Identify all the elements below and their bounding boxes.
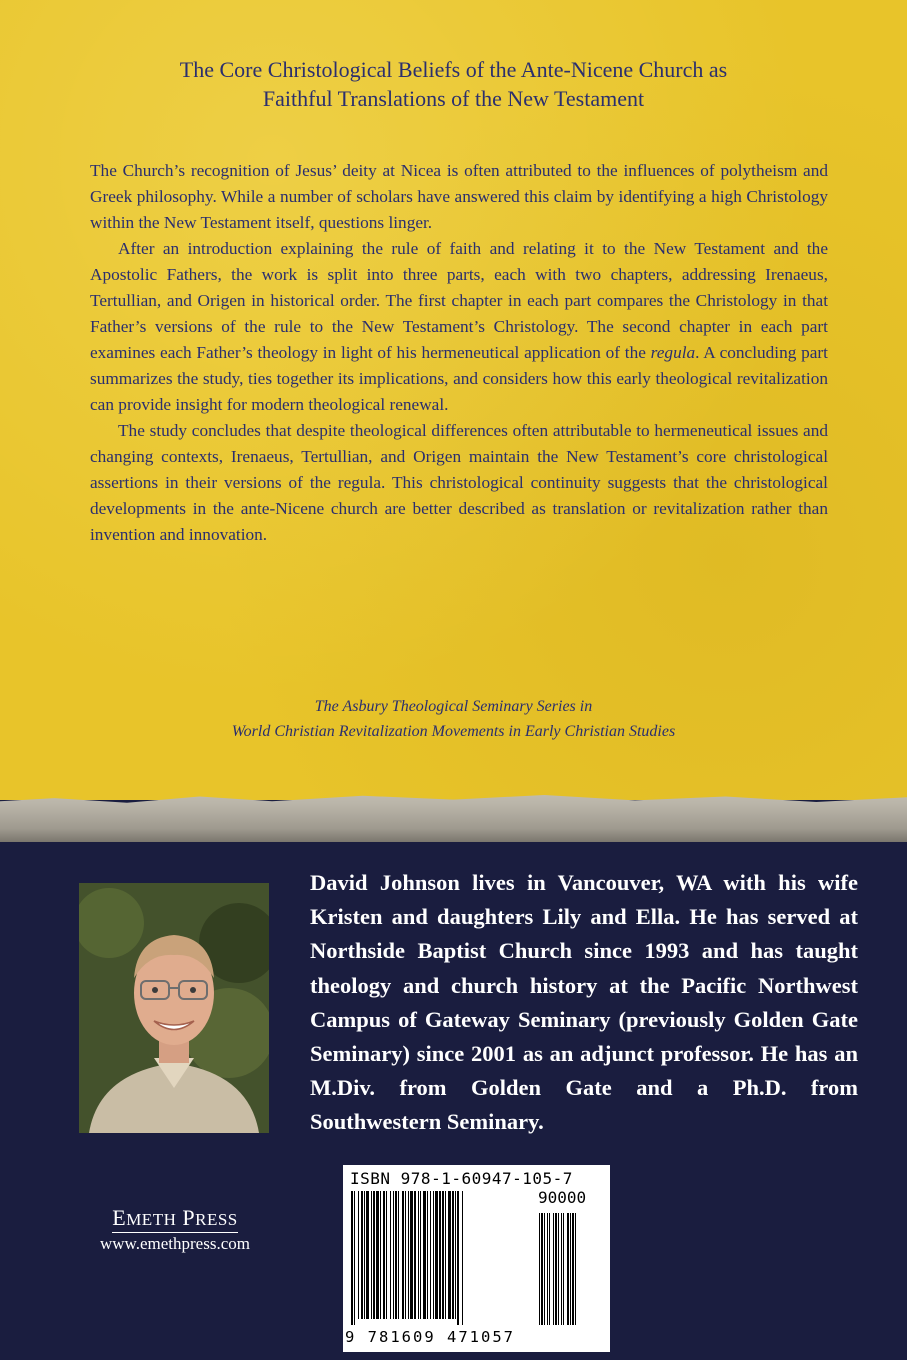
addon-barcode-bar [558, 1213, 559, 1325]
barcode-bar [373, 1191, 375, 1319]
addon-barcode-bar [544, 1213, 545, 1325]
barcode-bar [390, 1191, 391, 1319]
barcode-bar [435, 1191, 438, 1319]
isbn-label: ISBN 978-1-60947-105-7 [350, 1169, 573, 1188]
paragraph-2-text-b: . A concluding part summarizes the study, ties together its implications, and considers how this early theological revitalization can provide insight for modern theological renewal. [90, 343, 828, 414]
addon-barcode-bar [549, 1213, 550, 1325]
barcode-bar [418, 1191, 419, 1319]
addon-barcode-bar [541, 1213, 543, 1325]
barcode-bar [442, 1191, 444, 1319]
paragraph-2-text-a: After an introduction explaining the rule of faith and relating it to the New Testament and the Apostolic Fathers, the work is split into three parts, each with two chapters, addressing Irenaeus, Tertullian, and Origen in historical order. The first chapter in each part compares the Christology in that Father’s versions of the rule to the New Testament’s Christology. The second chapter in each part examines each Father’s theology in light of his hermeneutical application of the [90, 239, 828, 362]
barcode-bar [455, 1191, 456, 1319]
barcode-bar [452, 1191, 454, 1319]
barcode-bar [393, 1191, 394, 1319]
isbn-barcode [343, 1165, 610, 1352]
barcode-bar [433, 1191, 434, 1319]
ean-digits: 9 781609 471057 [345, 1328, 515, 1346]
barcode-bar [361, 1191, 363, 1319]
addon-barcode-bar [539, 1213, 540, 1325]
book-description [90, 158, 828, 548]
barcode-bar [448, 1191, 451, 1319]
barcode-bar [410, 1191, 413, 1319]
series-line-1: The Asbury Theological Seminary Series in [314, 698, 593, 715]
barcode-bar [445, 1191, 446, 1319]
barcode-bar [371, 1191, 372, 1319]
publisher-name [112, 1205, 238, 1233]
publisher-url: www.emethpress.com [100, 1234, 250, 1253]
barcode-bars [349, 1191, 604, 1327]
publisher-word-2-rest: RESS [195, 1210, 238, 1229]
book-subtitle [60, 55, 847, 113]
barcode-bar [386, 1191, 387, 1319]
description-paragraph-2 [90, 236, 828, 418]
series-line-2: World Christian Revitalization Movements in Early Christian Studies [231, 723, 676, 740]
author-bio: David Johnson lives in Vancouver, WA with his wife Kristen and daughters Lily and Ella. He has served at Northside Baptist Church since 1993 and has taught theology and church history at the Pacific Northwest Campus of Gateway Seminary (previously Golden Gate Seminary) since 2001 as an adjunct professor. He has an M.Div. from Golden Gate and a Ph.D. from Southwestern Seminary. [310, 870, 858, 1135]
barcode-bar [405, 1191, 406, 1319]
publisher-word-1-rest: METH [126, 1210, 177, 1229]
barcode-bar [420, 1191, 421, 1319]
publisher-block [60, 1205, 290, 1254]
barcode-bar [354, 1191, 355, 1325]
series-statement [60, 694, 847, 744]
addon-barcode-bar [567, 1213, 569, 1325]
barcode-bar [358, 1191, 359, 1319]
addon-barcode-bar [555, 1213, 557, 1325]
addon-barcode-bar [547, 1213, 548, 1325]
barcode-bar [364, 1191, 365, 1319]
description-paragraph-1: The Church’s recognition of Jesus’ deity at Nicea is often attributed to the influences of polytheism and Greek philosophy. While a number of scholars have answered this claim by identifying a high Christology within the New Testament itself, questions linger. [90, 161, 828, 232]
title-line-2: Faithful Translations of the New Testament [262, 86, 645, 111]
addon-barcode-bar [561, 1213, 562, 1325]
price-code: 90000 [538, 1188, 587, 1207]
author-portrait-illustration [79, 883, 269, 1133]
barcode-bar [402, 1191, 404, 1319]
barcode-bar [462, 1191, 463, 1325]
barcode-bar [423, 1191, 426, 1319]
barcode-bar [439, 1191, 441, 1319]
barcode-bar [380, 1191, 381, 1319]
barcode-bar [383, 1191, 385, 1319]
barcode-bar [457, 1191, 459, 1325]
author-photo [79, 883, 269, 1133]
addon-barcode-bar [575, 1213, 576, 1325]
barcode-bar [427, 1191, 428, 1319]
barcode-bar [366, 1191, 369, 1319]
description-paragraph-3: The study concludes that despite theological differences often attributable to hermeneutical issues and changing contexts, Irenaeus, Tertullian, and Origen maintain the New Testament’s core christological assertions in their versions of the regula. This christological continuity suggests that the christological developments in the ante-Nicene church are better described as translation or revitalization rather than invention and innovation. [90, 421, 828, 544]
title-line-1: The Core Christological Beliefs of the Ante-Nicene Church as [179, 57, 728, 82]
addon-barcode-bar [572, 1213, 574, 1325]
addon-barcode-bar [553, 1213, 554, 1325]
regula-italic: regula [650, 343, 696, 362]
barcode-bar [408, 1191, 409, 1319]
addon-barcode-bar [563, 1213, 564, 1325]
publisher-initial-p: P [182, 1205, 196, 1230]
publisher-initial-e: E [112, 1205, 127, 1230]
barcode-bar [414, 1191, 416, 1319]
barcode-bar [430, 1191, 431, 1319]
barcode-bar [351, 1191, 353, 1325]
barcode-bar [398, 1191, 399, 1319]
addon-barcode-bar [570, 1213, 571, 1325]
barcode-bar [376, 1191, 379, 1319]
barcode-bar [395, 1191, 397, 1319]
